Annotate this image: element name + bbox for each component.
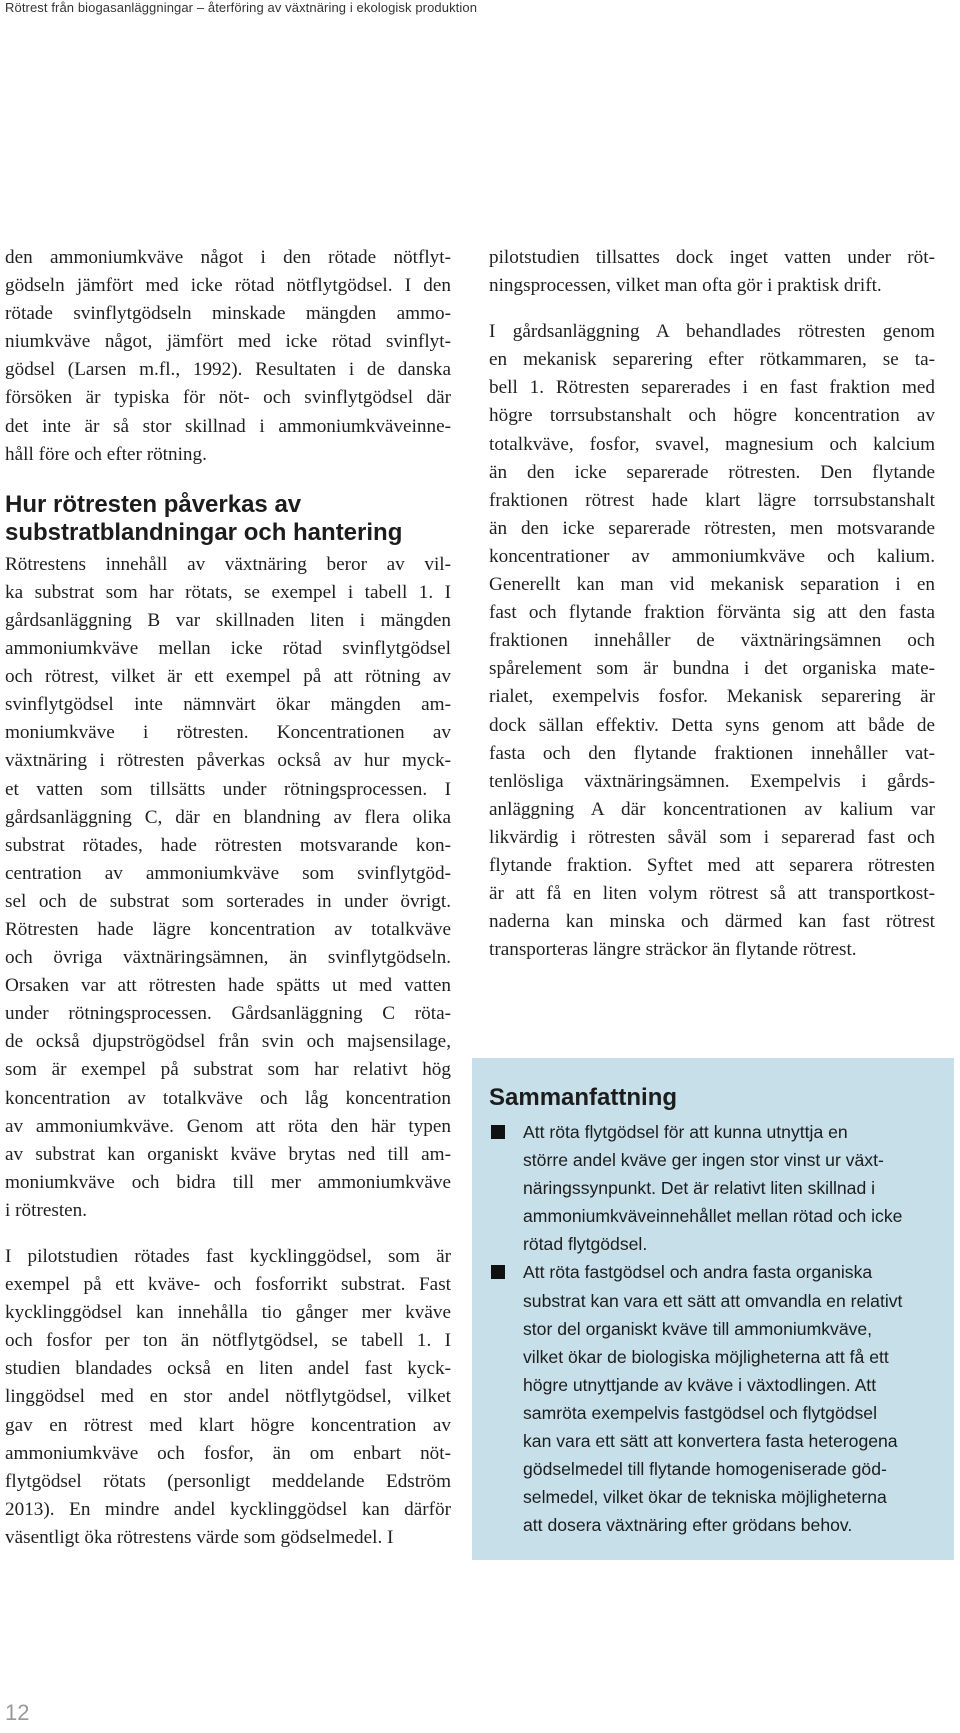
text-line: vilket ökar de biologiska möjligheterna att få ett — [523, 1346, 889, 1367]
text-line: och rötrest, vilket är ett exempel på att rötning av — [5, 666, 451, 688]
text-line: likvärdig i rötresten såväl som i separerad fast och — [489, 826, 935, 848]
text-line: ammoniumkväve mellan icke rötad svinflytgödsel — [5, 638, 451, 660]
text-line: i rötresten. — [5, 1199, 88, 1221]
text-line: och övriga växtnäringsämnen, än svinflytgödseln. — [5, 947, 451, 969]
text-line: stor del organiskt kväve till ammoniumkväve, — [523, 1318, 873, 1339]
text-line: selmedel, vilket ökar de tekniska möjligheterna — [523, 1487, 887, 1508]
text-line: rialet, exempelvis fosfor. Mekanisk separering är — [489, 686, 935, 708]
text-line: tenlösliga växtnäringsämnen. Exempelvis i gårds- — [489, 770, 935, 792]
text-line: Rötrestens innehåll av växtnäring beror av vil- — [5, 553, 451, 575]
text-line: gödsel (Larsen m.fl., 1992). Resultaten i de danska — [5, 359, 451, 381]
text-line: I pilotstudien rötades fast kycklinggödsel, som är — [5, 1246, 451, 1267]
text-line: gav en rötrest med klart högre koncentration av — [5, 1414, 451, 1436]
text-line: dock sällan effektiv. Detta syns genom att både de — [489, 714, 935, 736]
text-line: flytgödsel rötats (personligt meddelande Edström — [5, 1470, 451, 1492]
body-paragraph — [489, 318, 935, 964]
text-line: de också djupströgödsel från svin och majsensilage, — [5, 1031, 451, 1053]
text-line: transporteras längre sträckor än flytande rötrest. — [489, 939, 857, 961]
page-number: 12 — [5, 1700, 30, 1725]
summary-bullet-text — [523, 1118, 939, 1258]
text-line: ammoniumkväveinnehållet mellan rötad och icke — [523, 1206, 903, 1227]
right-column — [489, 244, 935, 964]
text-line: svinflytgödsel inte nämnvärt ökar mängden am- — [5, 694, 451, 716]
text-line: Hur rötresten påverkas av — [5, 490, 302, 518]
text-line: rötade svinflytgödseln minskade mängden ammo- — [5, 303, 451, 325]
text-line: försöken är typiska för nöt- och svinflytgödsel där — [5, 387, 451, 409]
body-paragraph — [5, 1243, 451, 1552]
text-line: gårdsanläggning C, där en blandning av flera olika — [5, 806, 451, 828]
text-line: gödseln jämfört med icke rötad nötflytgödsel. I den — [5, 275, 451, 297]
text-line: substratblandningar och hantering — [5, 518, 403, 546]
text-line: substrat rötades, hade rötresten motsvarande kon- — [5, 834, 451, 856]
text-line: kan vara ett sätt att konvertera fasta heterogena — [523, 1431, 898, 1452]
text-line: niumkväve något, jämfört med icke rötad svinflyt- — [5, 331, 451, 353]
text-line: den ammoniumkväve något i den rötade nötflyt- — [5, 247, 451, 268]
summary-bullet-item — [489, 1258, 939, 1539]
text-line: moniumkväve och bidra till mer ammoniumkväve — [5, 1171, 451, 1193]
text-line: fraktionen innehåller de växtnäringsämnen och — [489, 630, 935, 652]
text-line: väsentligt öka rötrestens värde som gödselmedel. I — [5, 1526, 394, 1548]
text-line: det inte är så stor skillnad i ammoniumkväveinne- — [5, 415, 451, 437]
text-line: totalkväve, fosfor, svavel, magnesium och kalcium — [489, 433, 935, 455]
square-bullet-icon — [491, 1265, 505, 1279]
text-line: fast och flytande fraktion förvänta sig att den fasta — [489, 602, 935, 624]
summary-bullet-item — [489, 1118, 939, 1258]
text-line: av ammoniumkväve. Genom att röta den här typen — [5, 1115, 451, 1137]
body-paragraph — [5, 551, 451, 1225]
text-line: koncentration av totalkväve och låg koncentration — [5, 1087, 451, 1109]
text-line: fraktionen rötrest hade klart lägre torrsubstanshalt — [489, 489, 935, 511]
summary-list — [489, 1118, 939, 1539]
running-header: Rötrest från biogasanläggningar – återföring av växtnäring i ekologisk produktion — [5, 0, 478, 15]
text-line: ka substrat som har rötats, se exempel i tabell 1. I — [5, 581, 451, 603]
text-line: pilotstudien tillsattes dock inget vatten under röt- — [489, 247, 935, 268]
text-line: gödselmedel till flytande homogeniserade göd- — [523, 1459, 887, 1480]
text-line: en mekanisk separering efter rötkammaren, se ta- — [489, 349, 935, 371]
text-line: bell 1. Rötresten separerades i en fast fraktion med — [489, 377, 935, 399]
body-paragraph — [489, 244, 935, 300]
text-line: studien blandades också en liten andel fast kyck- — [5, 1358, 451, 1380]
summary-bullet-text — [523, 1258, 939, 1539]
text-line: Att röta flytgödsel för att kunna utnyttja en — [523, 1122, 848, 1142]
text-line: koncentrationer av ammoniumkväve och kalium. — [489, 545, 935, 567]
text-line: exempel på ett kväve- och fosforrikt substrat. Fast — [5, 1274, 451, 1296]
text-line: gårdsanläggning B var skillnaden liten i mängden — [5, 609, 451, 631]
text-line: naderna kan minska och därmed kan fast rötrest — [489, 911, 935, 933]
text-line: anläggning A där koncentrationen av kalium var — [489, 798, 935, 820]
summary-box — [472, 1058, 954, 1560]
text-line: av substrat kan organiskt kväve brytas ned till am- — [5, 1143, 451, 1165]
square-bullet-icon — [491, 1125, 505, 1139]
left-column — [5, 244, 451, 1552]
text-line: et vatten som tillsätts under rötningsprocessen. I — [5, 778, 451, 800]
text-line: håll före och efter rötning. — [5, 443, 207, 465]
text-line: kycklinggödsel kan innehålla tio gånger mer kväve — [5, 1302, 451, 1324]
text-line: spårelement som är bundna i det organiska mate- — [489, 658, 935, 680]
text-line: större andel kväve ger ingen stor vinst ur växt- — [523, 1150, 884, 1171]
text-line: I gårdsanläggning A behandlades rötresten genom — [489, 321, 935, 343]
text-line: högre utnyttjande av kväve i växtodlingen. Att — [523, 1374, 877, 1395]
text-line: växtnäring i rötresten påverkas också av hur myck- — [5, 750, 451, 772]
text-line: centration av ammoniumkväve som svinflytgöd- — [5, 862, 451, 884]
text-line: under rötningsprocessen. Gårdsanläggning C röta- — [5, 1003, 451, 1025]
text-line: linggödsel med en stor andel nötflytgödsel, vilket — [5, 1386, 451, 1408]
text-line: moniumkväve i rötresten. Koncentrationen av — [5, 722, 451, 744]
text-line: ammoniumkväve och fosfor, än om enbart nöt- — [5, 1442, 451, 1464]
text-line: 2013). En mindre andel kycklinggödsel kan därför — [5, 1498, 451, 1520]
summary-title: Sammanfattning — [489, 1084, 678, 1111]
body-paragraph — [5, 244, 451, 469]
text-line: flytande fraktion. Syftet med att separera rötresten — [489, 854, 935, 876]
text-line: samröta exempelvis fastgödsel och flytgödsel — [523, 1402, 878, 1423]
text-line: sel och de substrat som sorterades in under övrigt. — [5, 890, 451, 912]
text-line: näringssynpunkt. Det är relativt liten skillnad i — [523, 1178, 876, 1199]
text-line: är att få en liten volym rötrest så att transportkost- — [489, 883, 935, 905]
text-line: att dosera växtnäring efter grödans behov. — [523, 1515, 853, 1536]
text-line: rötad flytgödsel. — [523, 1234, 648, 1255]
text-line: som är exempel på substrat som har relativt hög — [5, 1059, 451, 1081]
text-line: Generellt kan man vid mekanisk separation i en — [489, 574, 935, 596]
text-line: fasta och den flytande fraktionen innehåller vat- — [489, 742, 935, 764]
text-line: Rötresten hade lägre koncentration av totalkväve — [5, 918, 451, 940]
text-line: och fosfor per ton än nötflytgödsel, se tabell 1. I — [5, 1330, 451, 1352]
text-line: Att röta fastgödsel och andra fasta organiska — [523, 1262, 873, 1283]
text-line: Orsaken var att rötresten hade spätts ut med vatten — [5, 975, 451, 997]
text-line: än den icke separerade rötresten. Den flytande — [489, 461, 935, 483]
text-line: än den icke separerade rötresten, men motsvarande — [489, 517, 935, 539]
text-line: ningsprocessen, vilket man ofta gör i praktisk drift. — [489, 275, 882, 297]
text-line: substrat kan vara ett sätt att omvandla en relativt — [523, 1290, 903, 1311]
text-line: högre torrsubstanshalt och högre koncentration av — [489, 405, 935, 427]
section-heading — [5, 491, 451, 547]
